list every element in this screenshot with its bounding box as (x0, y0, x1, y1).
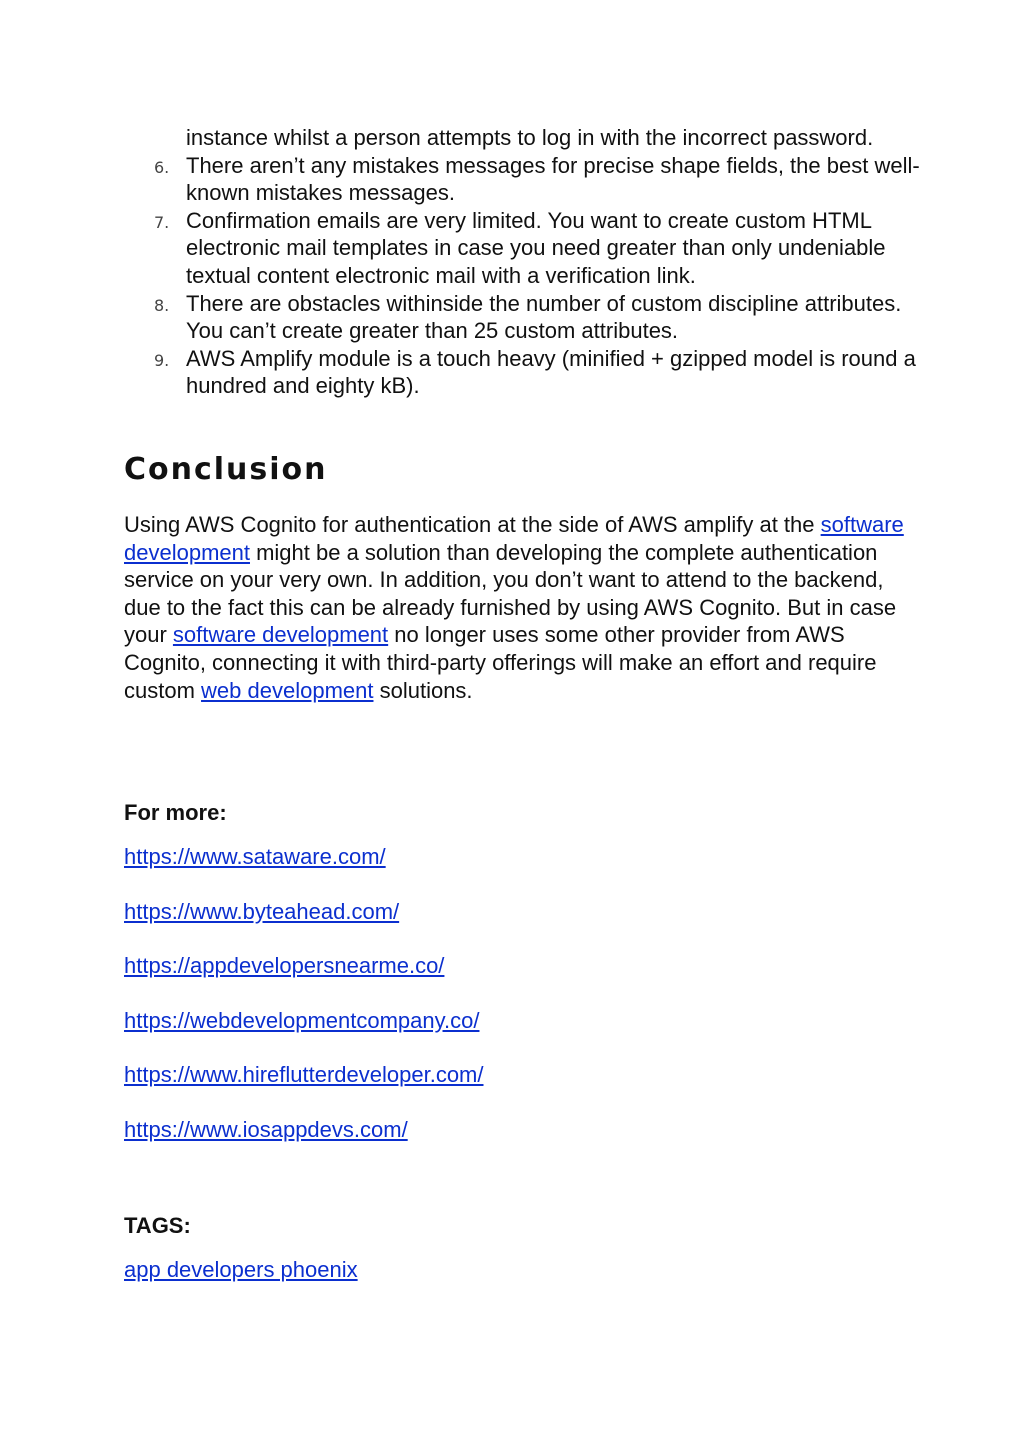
list-item (124, 290, 924, 345)
sataware-link[interactable]: https://www.sataware.com/ (124, 844, 386, 869)
paragraph-text: might be a solution than developing the complete authentication service on your very own. In addition, you don’t want to attend to the backend, due to the fact this can be already furnished by using AWS Cognito. But in case your (124, 539, 897, 648)
iosappdevs-link[interactable]: https://www.iosappdevs.com/ (124, 1116, 408, 1142)
list-item-number: 9. (154, 350, 170, 370)
webdevelopmentcompany-link[interactable]: https://webdevelopmentcompany.co/ (124, 1007, 480, 1033)
limitations-list (124, 124, 924, 400)
list-item-number: 6. (154, 157, 170, 177)
paragraph-text: Using AWS Cognito for authentication at the side of AWS amplify at the (124, 512, 821, 537)
list-item-text: There aren’t any mistakes messages for precise shape fields, the best well-known mistakes messages. (186, 152, 920, 206)
conclusion-paragraph (124, 511, 914, 704)
link-item (124, 1007, 484, 1062)
appdevelopersnearme-link[interactable]: https://appdevelopersnearme.co/ (124, 953, 445, 979)
link-item (124, 1116, 484, 1171)
link-item (124, 898, 484, 953)
link-item (124, 843, 484, 898)
list-item (124, 207, 924, 290)
web-development-link[interactable]: web development (201, 677, 374, 703)
byteahead-link[interactable]: https://www.byteahead.com/ (124, 898, 400, 924)
list-item-text: instance whilst a person attempts to log in with the incorrect password. (186, 125, 874, 150)
for-more-links (124, 843, 484, 1171)
list-item-text: There are obstacles withinside the number of custom discipline attributes. You can’t create greater than 25 custom attributes. (186, 290, 902, 344)
list-item-text: Confirmation emails are very limited. You want to create custom HTML electronic mail templates in case you need greater than only undeniable textual content electronic mail with a verification link. (186, 207, 886, 288)
link-item (124, 1061, 484, 1116)
for-more-label: For more: (124, 800, 227, 825)
tag-link[interactable]: app developers phoenix (124, 1257, 358, 1282)
hireflutterdeveloper-link[interactable]: https://www.hireflutterdeveloper.com/ (124, 1062, 484, 1088)
list-item (124, 124, 924, 152)
paragraph-text: no longer uses some other provider from AWS Cognito, connecting it with third-party offerings will make an effort and require custom (124, 622, 877, 703)
list-item-number: 8. (154, 295, 170, 315)
paragraph-text: solutions. (373, 677, 473, 703)
link-item (124, 952, 484, 1007)
list-item (124, 152, 924, 207)
list-item-number: 7. (154, 212, 170, 232)
software-development-link[interactable]: software development (172, 622, 389, 648)
software-development-link[interactable]: software development (124, 512, 904, 565)
tags-label: TAGS: (124, 1213, 191, 1238)
list-item (124, 345, 924, 400)
list-item-text: AWS Amplify module is a touch heavy (minified + gzipped model is round a hundred and eighty kB). (186, 345, 916, 399)
conclusion-heading: Conclusion (124, 452, 328, 487)
